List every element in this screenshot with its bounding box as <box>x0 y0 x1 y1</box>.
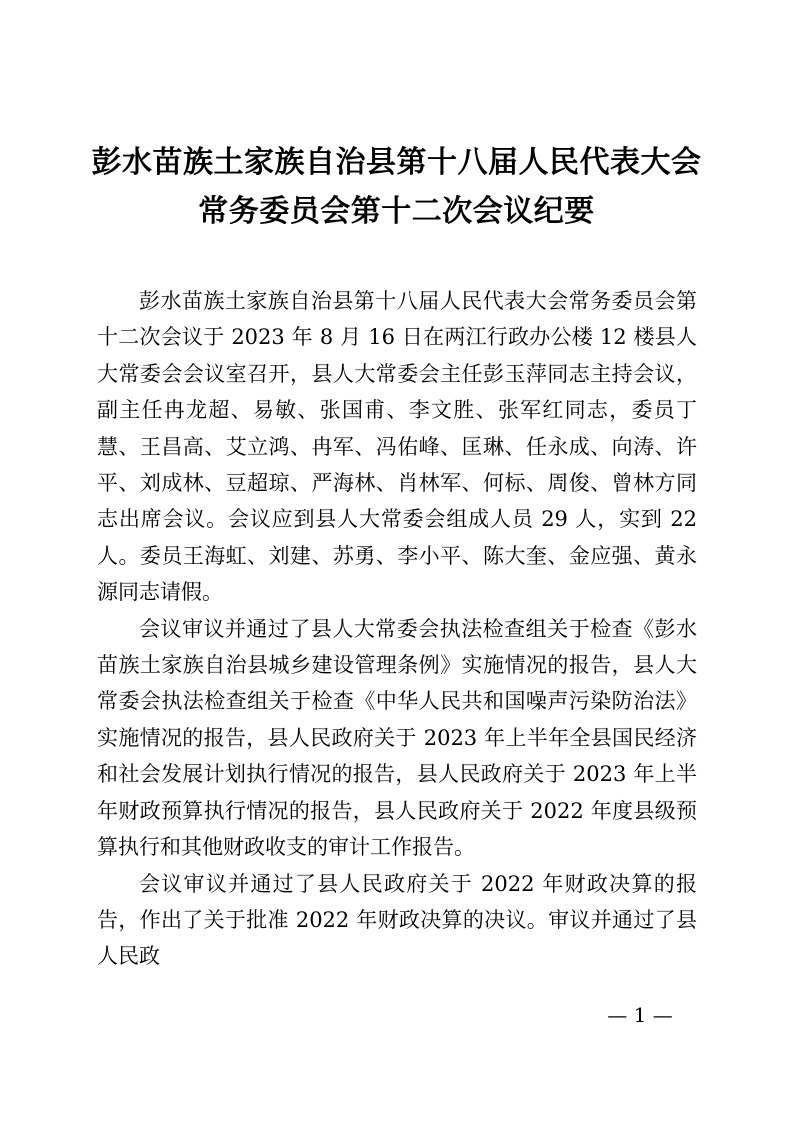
page-number: — 1 — <box>607 1003 673 1027</box>
document-title-line-1: 彭水苗族土家族自治县第十八届人民代表大会 <box>91 145 702 180</box>
document-body <box>97 283 697 975</box>
paragraph-attendance: 彭水苗族土家族自治县第十八届人民代表大会常务委员会第十二次会议于 2023 年 8 月 16 日在两江行政办公楼 12 楼县人大常委会会议室召开，县人大常委会主任彭玉萍同志主持会议，副主任冉龙超、易敏、张国甫、李文胜、张军红同志，委员丁慧、王昌高、艾立鸿、冉军、冯佑峰、匡琳、任永成、向涛、许平、刘成林、豆超琼、严海林、肖林军、何标、周俊、曾林方同志出席会议。会议应到县人大常委会组成人员 29 人，实到 22 人。委员王海虹、刘建、苏勇、李小平、陈大奎、金应强、黄永源同志请假。 <box>97 289 697 605</box>
paragraph-reports-reviewed: 会议审议并通过了县人大常委会执法检查组关于检查《彭水苗族土家族自治县城乡建设管理条例》实施情况的报告，县人大常委会执法检查组关于检查《中华人民共和国噪声污染防治法》实施情况的报告，县人民政府关于 2023 年上半年全县国民经济和社会发展计划执行情况的报告，县人民政府关于 2023 年上半年财政预算执行情况的报告，县人民政府关于 2022 年度县级预算执行和其他财政收支的审计工作报告。 <box>97 616 697 860</box>
document-title-line-2: 常务委员会第十二次会议纪要 <box>198 194 595 229</box>
paragraph-final-accounts: 会议审议并通过了县人民政府关于 2022 年财政决算的报告，作出了关于批准 2022 年财政决算的决议。审议并通过了县人民政 <box>97 871 697 969</box>
